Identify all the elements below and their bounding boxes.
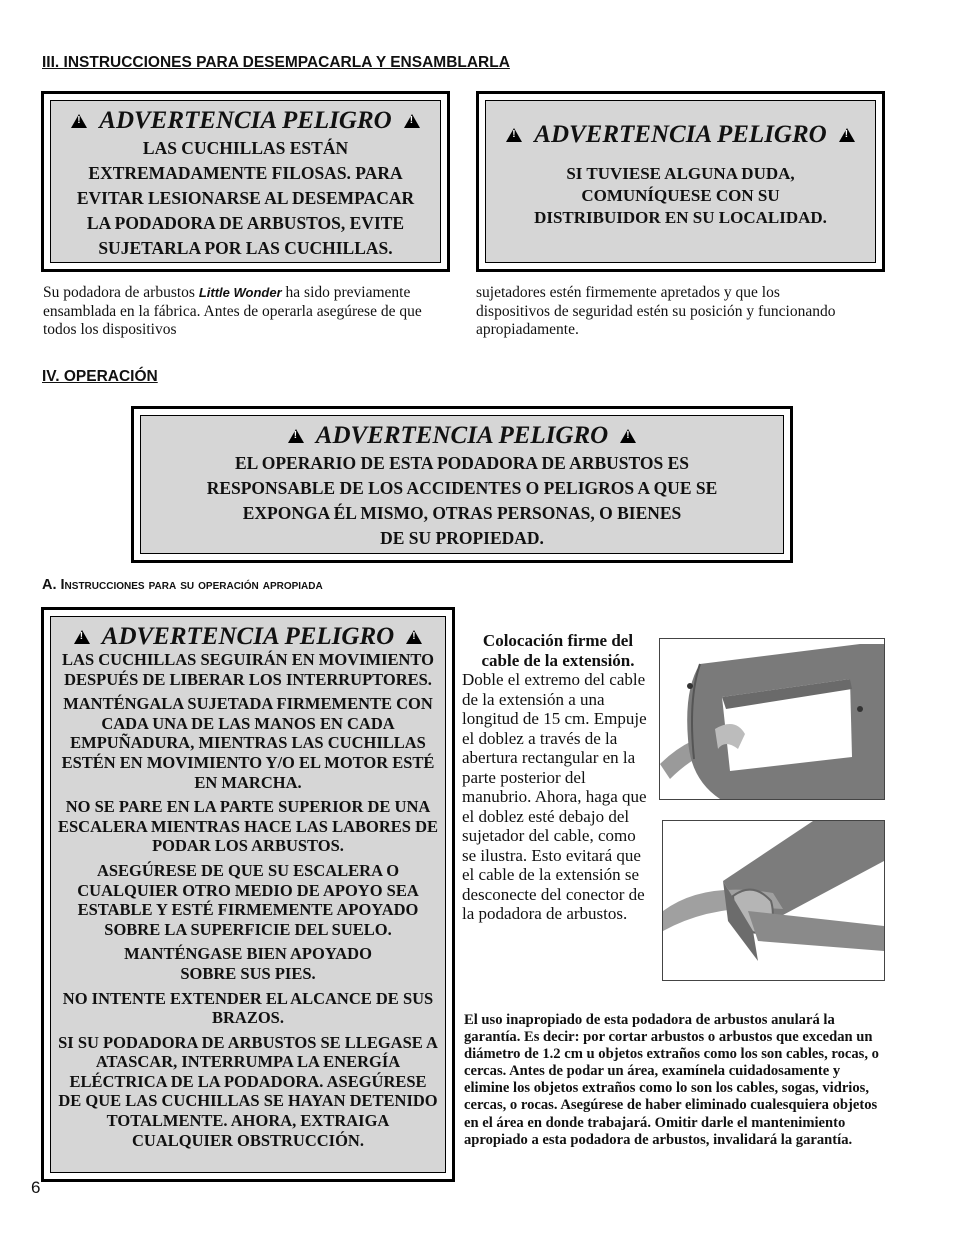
- warning-text-line: EVITAR LESIONARSE AL DESEMPACAR: [76, 188, 415, 208]
- assembly-paragraph-right: sujetadores estén firmemente apretados y que los dispositivos de seguridad estén su posición y funcionando apropiadamente.: [476, 284, 836, 338]
- warning-text-line: DISTRIBUIDOR EN SU LOCALIDAD.: [534, 208, 827, 227]
- warning-box-operation-rules: [41, 607, 455, 1182]
- warning-triangle-icon: [74, 630, 90, 644]
- warning-box-operator-responsibility: [131, 406, 793, 563]
- assembly-text: Su podadora de arbustos: [43, 284, 199, 301]
- section-heading-unpacking: III. INSTRUCCIONES PARA DESEMPACARLA Y ENSAMBLARLA: [42, 54, 510, 71]
- warning-text-line: LA PODADORA DE ARBUSTOS, EVITE: [86, 213, 405, 233]
- warning-triangle-icon: [71, 114, 87, 128]
- warning-triangle-icon: [506, 128, 522, 142]
- warning-paragraph: NO SE PARE EN LA PARTE SUPERIOR DE UNA ESCALERA MIENTRAS HACE LAS LABORES DE PODAR LOS ARBUSTOS.: [57, 797, 439, 856]
- warning-triangle-icon: [406, 630, 422, 644]
- cord-instructions-body: Doble el extremo del cable de la extensión a una longitud de 15 cm. Empuje el doblez a través de la abertura rectangular en la parte posterior del manubrio. Ahora, haga que el doblez esté debajo del sujetador del cable, como se ilustra. Esto evitará que el cable de la extensión se desconecte del conector de la podadora de arbustos.: [462, 670, 647, 923]
- warning-triangle-icon: [620, 429, 636, 443]
- warning-text-line: LAS CUCHILLAS ESTÁN: [142, 138, 349, 158]
- warning-box-sharp-blades: [41, 91, 450, 272]
- page-number: 6: [31, 1178, 41, 1197]
- warning-paragraph: SI SU PODADORA DE ARBUSTOS SE LLEGASE A ATASCAR, INTERRUMPA LA ENERGÍA ELÉCTRICA DE LA PODADORA. ASEGÚRESE DE QUE LAS CUCHILLAS SE HAYAN DETENIDO TOTALMENTE. AHORA, EXTRAIGA CUALQUIER OBSTRUCCIÓN.: [58, 1032, 438, 1150]
- warning-triangle-icon: [839, 128, 855, 142]
- section-heading-operation: IV. OPERACIÓN: [42, 368, 158, 385]
- assembly-text: ha sido previamente ensamblada en la fábrica. Antes de operarla asegúrese de que todos los dispositivos: [43, 284, 422, 338]
- cord-instructions-title: Colocación firme del cable de la extensión.: [481, 631, 635, 670]
- warning-text-line: SUJETARLA POR LAS CUCHILLAS.: [98, 238, 393, 258]
- warning-text-line: DE SU PROPIEDAD.: [380, 528, 544, 548]
- warning-paragraph: NO INTENTE EXTENDER EL ALCANCE DE SUS BRAZOS.: [62, 988, 434, 1028]
- warning-text-line: EL OPERARIO DE ESTA PODADORA DE ARBUSTOS ES: [235, 453, 689, 473]
- warning-triangle-icon: [404, 114, 420, 128]
- warning-text-line: RESPONSABLE DE LOS ACCIDENTES O PELIGROS A QUE SE: [206, 478, 718, 498]
- warning-triangle-icon: [288, 429, 304, 443]
- cord-instructions: [462, 631, 654, 924]
- brand-name: Little Wonder: [198, 285, 282, 300]
- warning-title: ADVERTENCIA PELIGRO: [534, 121, 827, 148]
- warning-paragraph: MANTÉNGALA SUJETADA FIRMEMENTE CON CADA UNA DE LAS MANOS EN CADA EMPUÑADURA, MIENTRAS LAS CUCHILLAS ESTÉN EN MOVIMIENTO Y/O EL MOTOR ESTÉ EN MARCHA.: [61, 694, 435, 792]
- subsection-heading-proper-operation: A. Instrucciones para su operación apropiada: [42, 577, 323, 593]
- assembly-paragraph-left: [43, 284, 423, 340]
- warning-text-line: EXPONGA ÉL MISMO, OTRAS PERSONAS, O BIENES: [242, 503, 682, 523]
- handle-cord-photo-2: [662, 820, 885, 981]
- warning-paragraph: LAS CUCHILLAS SEGUIRÁN EN MOVIMIENTO DESPUÉS DE LIBERAR LOS INTERRUPTORES.: [62, 650, 434, 689]
- warning-title: ADVERTENCIA PELIGRO: [101, 623, 395, 650]
- warning-text-line: SI TUVIESE ALGUNA DUDA,: [566, 164, 795, 183]
- warning-text-line: EXTREMADAMENTE FILOSAS. PARA: [88, 163, 403, 183]
- warning-title: ADVERTENCIA PELIGRO: [315, 422, 609, 449]
- warning-title: ADVERTENCIA PELIGRO: [99, 107, 392, 134]
- warranty-notice: El uso inapropiado de esta podadora de arbustos anulará la garantía. Es decir: por cortar arbustos o arbustos que excedan un diámetro de 1.2 cm u objetos extraños como los son cables, rocas, o cercas. Antes de podar un área, examínela cuidadosamente y elimine los objetos extraños como lo son los cables, sogas, vidrios, cercas, o rocas. Asegúrese de haber eliminado cualesquiera objetos en el área en donde trabajará. Omitir darle el mantenimiento apropiado a esta podadora de arbustos, invalidará la garantía.: [464, 1012, 879, 1148]
- warning-text-line: COMUNÍQUESE CON SU: [581, 186, 780, 205]
- warning-paragraph: ASEGÚRESE DE QUE SU ESCALERA O CUALQUIER OTRO MEDIO DE APOYO SEA ESTABLE Y ESTÉ FIRMEMENTE APOYADO SOBRE LA SUPERFICIE DEL SUELO.: [77, 860, 419, 939]
- warning-paragraph: MANTÉNGASE BIEN APOYADO SOBRE SUS PIES.: [124, 944, 372, 983]
- handle-cord-photo-1: [659, 638, 885, 800]
- warning-box-contact-dealer: [476, 91, 885, 272]
